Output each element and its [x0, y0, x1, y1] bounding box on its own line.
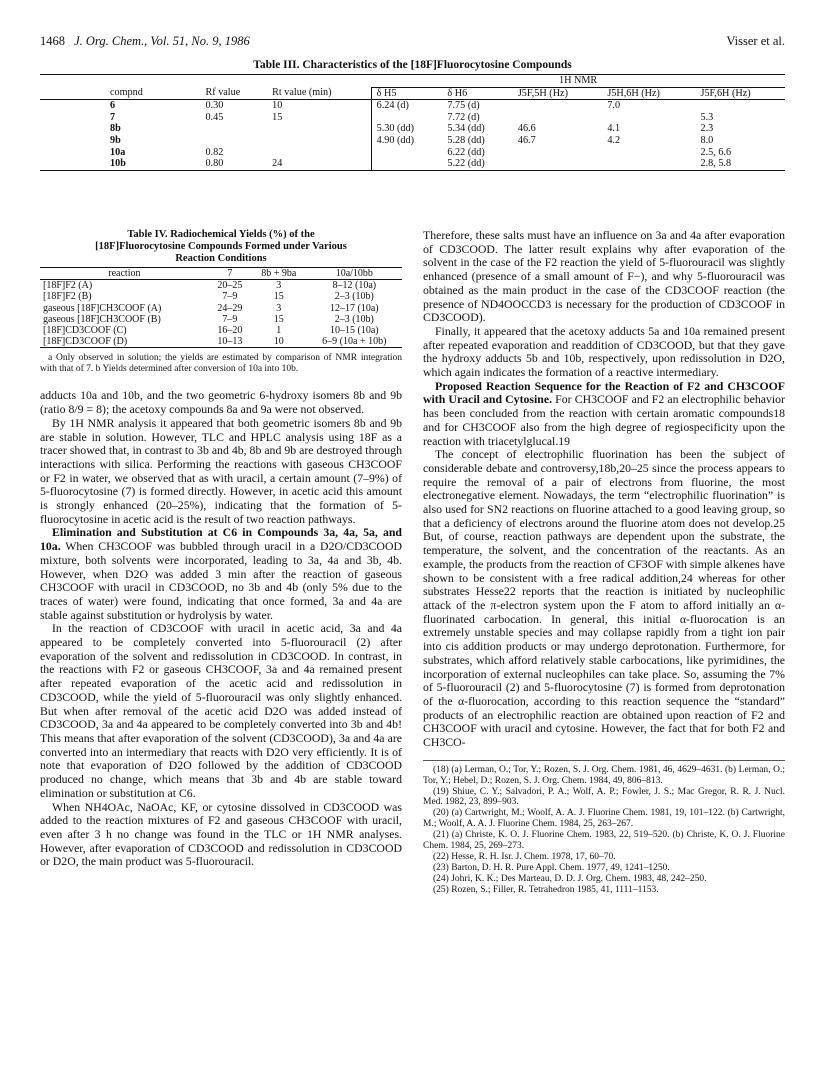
table-cell: 0.82	[205, 146, 224, 158]
table-cell: 10–13	[209, 336, 251, 348]
table4-title: Table IV. Radiochemical Yields (%) of the [18F]Fluorocytosine Compounds Formed under Various Reaction Conditions	[95, 229, 347, 264]
table-cell: 24	[267, 158, 371, 170]
table-cell: 2.5, 6.6	[700, 146, 732, 158]
table3-col-h6: δ H6	[442, 87, 512, 100]
table-row	[40, 147, 785, 159]
table3	[40, 74, 785, 171]
body-paragraph: By 1H NMR analysis it appeared that both geometric isomers 8b and 9b are stable in solution. However, TLC and HPLC analysis using 18F as a tracer showed that, in contrast to 3b and 4b, 8b and 9b are destroyed through interactions with silica. Performing the reactions with gaseous CH3COOF or F2 in water, we observed that as with uracil, a certain amount (7–9%) of 5-fluorocytosine (7) is formed directly. However, in acetic acid this amount is strongly enhanced (20–25%), indicating that the formation of 5-fluorocytosine in acetic acid is the result of two reaction pathways.	[40, 415, 402, 526]
page-number: 1468	[40, 34, 65, 48]
table-cell: 7.72 (d)	[447, 111, 480, 123]
body-paragraph: Therefore, these salts must have an influence on 3a and 4a after evaporation of CD3COOD. The latter result explains why after evaporation of the solvent in the case of the F2 reaction the yield of 5-fluorouracil was slightly enhanced (presence of a small amount of F−), and why 5-fluorouracil was obtained as the main product in the case of the CD3COOF reaction (the presence of ND4OOCCD3 is necessary for the production of CD3COOF in CD3COOD).	[423, 228, 785, 325]
table-cell: 5.22 (dd)	[442, 158, 512, 170]
left-column	[40, 229, 402, 896]
table-cell: 2–3 (10b)	[334, 291, 374, 303]
table-cell: 12–17 (10a)	[330, 302, 379, 314]
body-paragraph: The concept of electrophilic fluorination has been the subject of considerable debate and controversy,18b,20–25 since the process appears to require the removal of a pair of electrons from fluorine, the most electronegative element. Nowadays, the term “electrophilic fluorination” is also used for SN2 reactions on fluorine attached to a good leaving group, so that a deficiency of electrons around the fluorine atom does not develop.25 But, of course, reaction pathways are dependent upon the substrate, the temperature, the solvent, and the concentration of the reactants. As an example, the products from the reaction of CF3OF with simple alkenes have shown to be consistent with a free radical addition,24 whereas for other substrates Hesse22 reports that the reaction is initiated by nucleophilic attack of the π-electron system upon the F atom to afford initially an α-fluorinated carbocation. In general, this initial α-fluorocation is an extremely unstable species and may collapse rapidly from a tight ion pair into cis addition products or may undergo deprotonation. Furthermore, for substrates, which afford relatively stable carbocations, like pyrimidines, the incorporation of external nucleophiles can take place. So, assuming the 7% of 5-fluorouracil (2) and 5-fluorocytosine (7) is formed from deprotonation of the α-fluorocation, according to this reaction sequence the “standard” products of an electrophilic reaction are obtained upon reaction of F2 and CH3COOF with uracil and cytosine. However, the fact that for both F2 and CH3CO-	[423, 447, 785, 750]
table-row	[40, 100, 785, 112]
table-cell: [18F]CD3COOF (D)	[40, 336, 209, 348]
table-cell: 7–9	[222, 291, 238, 303]
table-cell: 20–25	[217, 280, 243, 292]
table-cell: 5.3	[700, 111, 714, 123]
table-cell: 7	[110, 111, 116, 123]
reference-item: (23) Barton, D. H. R. Pure Appl. Chem. 1977, 49, 1241–1250.	[433, 862, 670, 873]
table-cell: 7.75 (d)	[447, 100, 480, 112]
table-cell: 2–3 (10b)	[334, 313, 374, 325]
table-cell: 0.80	[200, 158, 267, 170]
table-cell: 15	[272, 111, 283, 123]
body-paragraph: Finally, it appeared that the acetoxy adducts 5a and 10a remained present after repeated evaporation and readdition of CD3COOD, but that they gave the hydroxy adducts 5b and 10b, respectively, upon redissolution in D2O, which again indicates the formation of a reactive intermediary.	[423, 323, 785, 380]
table-cell	[602, 158, 695, 170]
table-row	[40, 123, 785, 135]
table4-col-10a10b: 10a/10bb	[307, 268, 402, 280]
table-row	[40, 280, 402, 292]
table-cell: 46.6	[517, 123, 536, 135]
body-paragraph: In the reaction of CD3COOF with uracil in acetic acid, 3a and 4a appeared to be completely converted into 5-fluorouracil (2) after evaporation of the solvent and redissolution in CD3COOD. In contrast, in the reactions with F2 or gaseous CH3COOF, 3a and 4a remained present after repeated evaporation of the acetic acid and redissolution in CD3COOD, while the yield of 5-fluorouracil was only slightly enhanced. But when after removal of the acetic acid D2O was added instead of CD3COOD, 3a and 4a appeared to be completely converted into 3b and 4b! This means that after evaporation of the solvent (CD3COOD), 3a and 4a are converted into an intermediary that reacts with D2O very efficiently. It is of note that evaporation of D2O followed by the addition of CD3COOD produced no change, which means that 3b and 4b are stable toward elimination or substitution at C6.	[40, 621, 402, 800]
table3-col-j5f5h: J5F,5H (Hz)	[513, 87, 602, 100]
table3-col-rf: Rf value	[200, 87, 267, 100]
body-paragraph-with-heading: Elimination and Substitution at C6 in Compounds 3a, 4a, 5a, and 10a. When CH3COOF was bubbled through uracil in a D2O/CD3COOD mixture, both solvents were incorporated, leading to 3a, 4a and 3b, 4b. However, when D2O was added 3 min after the reaction of gaseous CH3COOF with uracil in CD3COOD, no 3b and 4b (only 5% due to the traces of water) were found, indicating that once formed, 3a and 4a are stable against substitution or hydrolysis by water.	[40, 525, 402, 622]
table-cell: 46.7	[517, 134, 536, 146]
table-cell: 0.30	[205, 100, 224, 112]
reference-item: (19) Shiue, C. Y.; Salvadori, P. A.; Wolf, A. P.; Fowler, J. S.; Mac Gregor, R. R. J. Nucl. Med. 1982, 23, 899–903.	[423, 786, 785, 808]
table4-col-8b9b: 8b + 9ba	[251, 268, 307, 280]
table4-col-reaction: reaction	[40, 268, 209, 280]
table-cell: 8.0	[700, 134, 714, 146]
table-cell: 16–20	[217, 325, 243, 337]
table3-col-h5: δ H5	[371, 87, 442, 100]
right-column	[423, 229, 785, 896]
table-cell: 0.45	[205, 111, 224, 123]
table-cell	[513, 112, 602, 124]
table-cell: 10–15 (10a)	[330, 325, 379, 337]
table-cell: 4.90 (dd)	[371, 135, 442, 147]
table-row	[40, 158, 785, 170]
table-cell	[371, 158, 442, 170]
table3-nmr-group: 1H NMR	[371, 75, 785, 88]
table-cell: 3	[276, 302, 282, 314]
table-cell	[513, 100, 602, 112]
table-cell	[200, 135, 267, 147]
reference-item: (25) Rozen, S.; Filler, R. Tetrahedron 1985, 41, 1111–1153.	[433, 884, 659, 895]
table-cell: 6	[110, 100, 116, 112]
table-row	[40, 112, 785, 124]
table-cell	[602, 112, 695, 124]
table-cell: [18F]CD3COOF (C)	[43, 325, 127, 337]
table-row	[40, 325, 402, 336]
references	[423, 760, 785, 896]
table-cell	[267, 123, 371, 135]
table-cell: 4.2	[607, 134, 621, 146]
table-cell: [18F]F2 (B)	[43, 291, 92, 303]
table3-title: Table III. Characteristics of the [18F]Fluorocytosine Compounds	[253, 59, 572, 71]
table3-col-j5f6h: J5F,6H (Hz)	[696, 87, 786, 100]
table-cell	[602, 147, 695, 159]
table4	[40, 267, 402, 348]
body-paragraph: When NH4OAc, NaOAc, KF, or cytosine dissolved in CD3COOD was added to the reaction mixtures of F2 and gaseous CH3COOF with uracil, even after 3 h no change was found in the TLC or 1H NMR analyses. However, after evaporation of CD3COOD and redissolution in CD3COOD or D2O, the main product was 5-fluorouracil.	[40, 799, 402, 869]
table4-col-7: 7	[209, 268, 251, 280]
table-cell	[371, 112, 442, 124]
reference-item: (20) (a) Cartwright, M.; Woolf, A. A. J. Fluorine Chem. 1981, 19, 101–122. (b) Cartwright, M.; Woolf, A. A. J. Fluorine Chem. 1984, 25, 263–267.	[423, 808, 785, 830]
table3-col-compnd: compnd	[40, 87, 200, 100]
body-paragraph-with-heading: Proposed Reaction Sequence for the Reaction of F2 and CH3COOF with Uracil and Cytosine. For CH3COOF and F2 an electrophilic behavior has been concluded from the reaction with certain aromatic compounds18 and for CH3COOF also from the high degree of regiospecificity upon the reaction with triacetylglucal.19	[423, 378, 785, 448]
journal-citation: J. Org. Chem., Vol. 51, No. 9, 1986	[74, 34, 250, 48]
table-row	[40, 314, 402, 325]
table-cell: 8b	[110, 123, 121, 135]
table-cell: 5.28 (dd)	[447, 134, 485, 146]
table-cell: 9b	[110, 134, 121, 146]
table-cell: 10a	[110, 146, 126, 158]
table4-footnote: a Only observed in solution; the yields are estimated by comparison of NMR integration with that of 7. b Yields determined after conversion of 10a into 10b.	[40, 353, 402, 375]
table3-col-rt: Rt value (min)	[267, 87, 371, 100]
author-running-title: Visser et al.	[726, 34, 785, 48]
table-cell: 7.0	[607, 100, 621, 112]
table-cell	[513, 158, 602, 170]
journal-page	[40, 34, 785, 895]
reference-item: (18) (a) Lerman, O.; Tor, Y.; Rozen, S. J. Org. Chem. 1981, 46, 4629–4631. (b) Lerman, O.; Tor, Y.; Hebel, D.; Rozen, S. J. Org. Chem. 1984, 49, 806–813.	[423, 764, 785, 786]
table-cell: 6–9 (10a + 10b)	[307, 336, 402, 348]
table-cell	[267, 147, 371, 159]
table-cell: 2.8, 5.8	[696, 158, 786, 170]
reference-item: (24) Johri, K. K.; Des Marteau, D. D. J. Org. Chem. 1983, 48, 242–250.	[433, 873, 707, 884]
table-cell: 6.24 (d)	[371, 100, 442, 112]
table-cell: 24–29	[217, 302, 243, 314]
table-cell: gaseous [18F]CH3COOF (B)	[43, 313, 161, 325]
table-cell: 7–9	[222, 313, 238, 325]
table-cell: 5.34 (dd)	[447, 123, 485, 135]
section-heading: Elimination and Substitution at C6 in Compounds 3a, 4a, 5a, and 10a.	[40, 525, 402, 554]
table-cell	[200, 123, 267, 135]
section-heading: Proposed Reaction Sequence for the Reaction of F2 and CH3COOF with Uracil and Cytosine.	[423, 378, 785, 407]
table-cell: 15	[273, 291, 284, 303]
table-cell: 3	[276, 280, 282, 292]
table-cell: 5.30 (dd)	[371, 123, 442, 135]
table-row	[40, 336, 402, 348]
table-row	[40, 291, 402, 302]
table-cell	[371, 147, 442, 159]
reference-item: (22) Hesse, R. H. Isr. J. Chem. 1978, 17, 60–70.	[433, 851, 616, 862]
running-head	[40, 34, 785, 49]
table3-col-j5h6h: J5H,6H (Hz)	[602, 87, 695, 100]
table-cell	[696, 100, 786, 112]
table-cell: 6.22 (dd)	[447, 146, 485, 158]
body-paragraph: adducts 10a and 10b, and the two geometric 6-hydroxy isomers 8b and 9b (ratio 8/9 = 8); the acetoxy compounds 8a and 9a were not observed.	[40, 388, 402, 417]
table-cell: 4.1	[607, 123, 621, 135]
reference-item: (21) (a) Christe, K. O. J. Fluorine Chem. 1983, 22, 519–520. (b) Christe, K. O. J. Fluorine Chem. 1984, 25, 269–273.	[423, 830, 785, 852]
table-cell: 15	[273, 313, 284, 325]
table-cell	[267, 135, 371, 147]
table-cell: 10	[251, 336, 307, 348]
table-cell: 8–12 (10a)	[332, 280, 377, 292]
table-cell: 2.3	[700, 123, 714, 135]
table-row	[40, 135, 785, 147]
table-cell: 10	[272, 100, 283, 112]
table-cell: 10b	[40, 158, 200, 170]
table-cell: [18F]F2 (A)	[43, 280, 93, 292]
table-row	[40, 303, 402, 314]
table-cell	[513, 147, 602, 159]
table-cell: gaseous [18F]CH3COOF (A)	[43, 302, 162, 314]
table-cell: 1	[276, 325, 282, 337]
